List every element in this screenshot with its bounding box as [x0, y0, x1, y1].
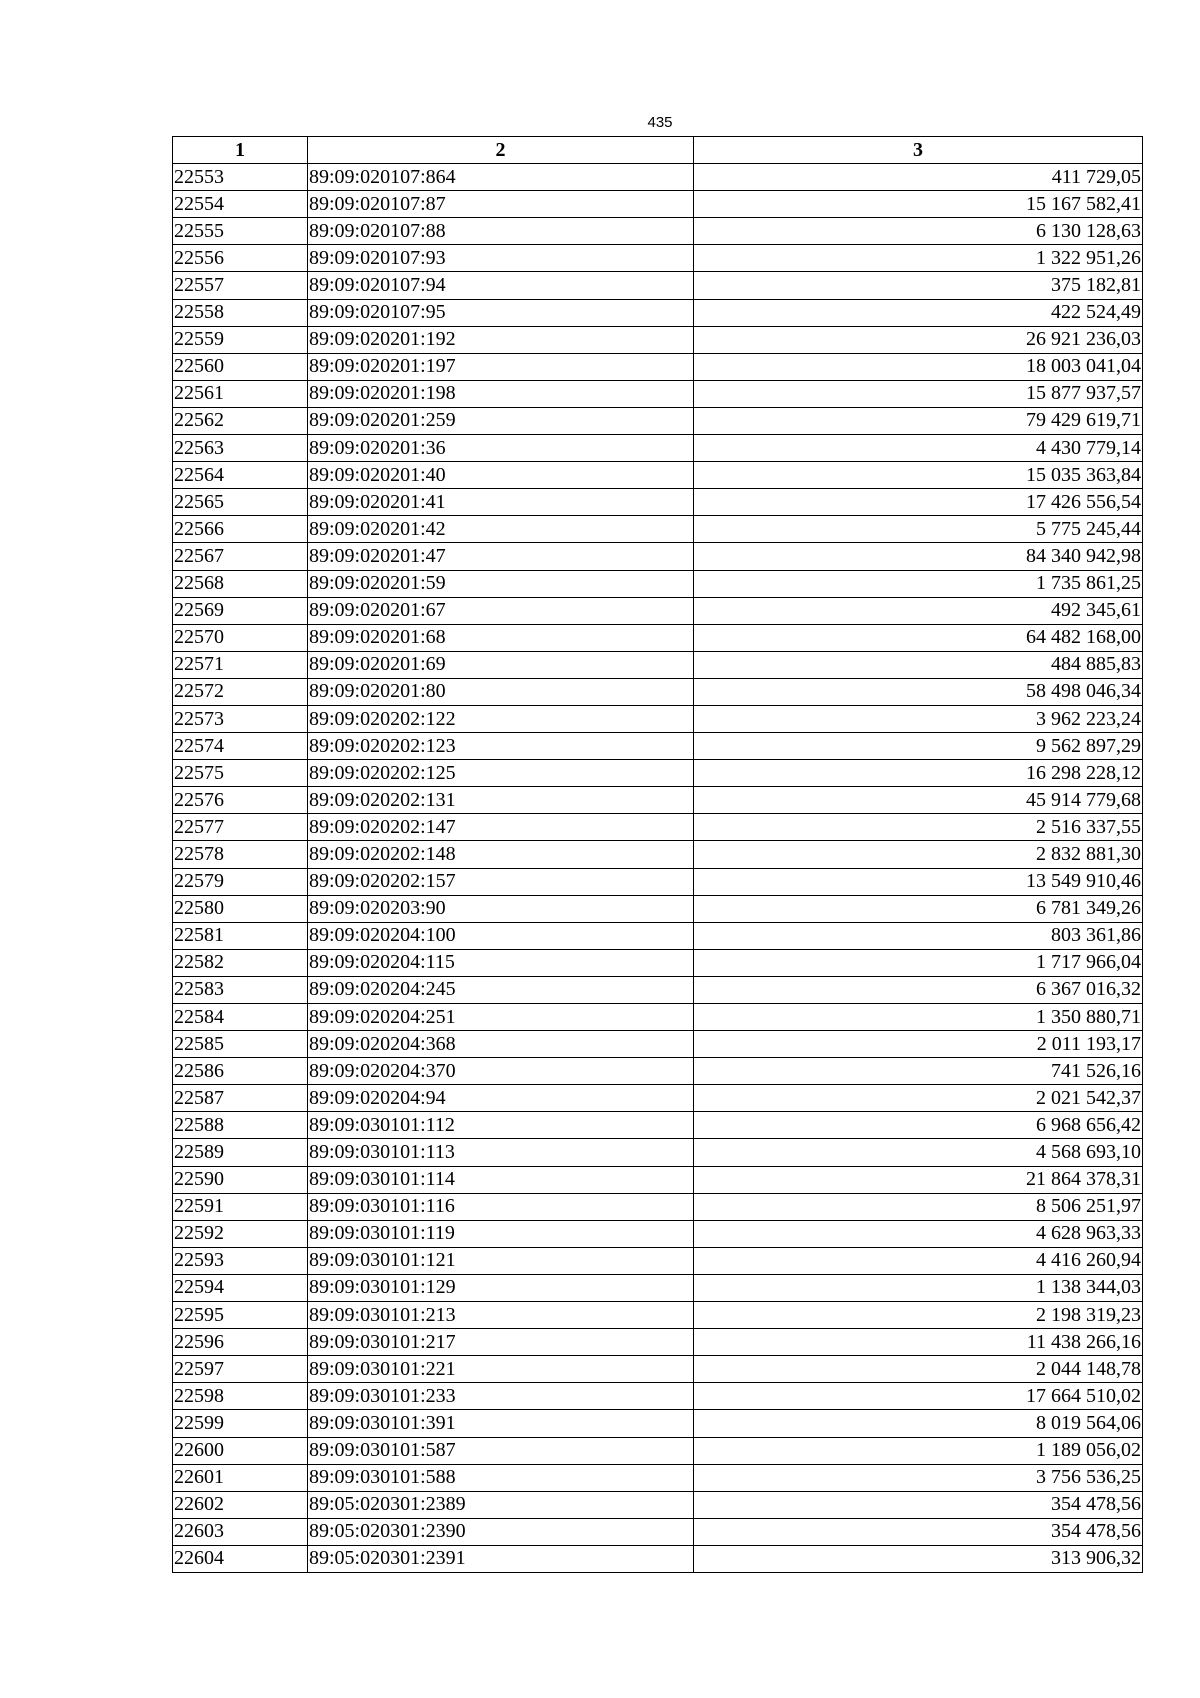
- column-header-1: 1: [173, 137, 308, 164]
- cadastral-number-cell: 89:09:020202:122: [308, 705, 694, 732]
- cadastral-number-cell: 89:09:020202:123: [308, 733, 694, 760]
- value-cell: 6 781 349,26: [694, 895, 1143, 922]
- table-row: [173, 516, 1143, 543]
- value-cell: 2 021 542,37: [694, 1085, 1143, 1112]
- table-row: [173, 462, 1143, 489]
- value-cell: 8 506 251,97: [694, 1193, 1143, 1220]
- table-row: [173, 245, 1143, 272]
- cadastral-number-cell: 89:09:030101:588: [308, 1464, 694, 1491]
- value-cell: 6 968 656,42: [694, 1112, 1143, 1139]
- value-cell: 79 429 619,71: [694, 407, 1143, 434]
- value-cell: 58 498 046,34: [694, 678, 1143, 705]
- value-cell: 4 430 779,14: [694, 435, 1143, 462]
- cadastral-number-cell: 89:09:020202:148: [308, 841, 694, 868]
- row-number-cell: 22568: [173, 570, 308, 597]
- row-number-cell: 22589: [173, 1139, 308, 1166]
- table-row: [173, 1274, 1143, 1301]
- cadastral-number-cell: 89:09:020107:94: [308, 272, 694, 299]
- row-number-cell: 22588: [173, 1112, 308, 1139]
- cadastral-number-cell: 89:09:020107:87: [308, 191, 694, 218]
- table-row: [173, 326, 1143, 353]
- table-body: [173, 164, 1143, 1573]
- table-row: [173, 407, 1143, 434]
- cadastral-number-cell: 89:09:030101:121: [308, 1247, 694, 1274]
- row-number-cell: 22603: [173, 1518, 308, 1545]
- cadastral-number-cell: 89:09:020107:864: [308, 164, 694, 191]
- value-cell: 492 345,61: [694, 597, 1143, 624]
- value-cell: 803 361,86: [694, 922, 1143, 949]
- table-row: [173, 164, 1143, 191]
- value-cell: 26 921 236,03: [694, 326, 1143, 353]
- cadastral-number-cell: 89:09:020201:47: [308, 543, 694, 570]
- row-number-cell: 22596: [173, 1329, 308, 1356]
- value-cell: 354 478,56: [694, 1491, 1143, 1518]
- table-row: [173, 1356, 1143, 1383]
- value-cell: 741 526,16: [694, 1058, 1143, 1085]
- cadastral-number-cell: 89:09:030101:116: [308, 1193, 694, 1220]
- value-cell: 18 003 041,04: [694, 353, 1143, 380]
- row-number-cell: 22599: [173, 1410, 308, 1437]
- table-row: [173, 1193, 1143, 1220]
- value-cell: 375 182,81: [694, 272, 1143, 299]
- cadastral-number-cell: 89:09:020107:95: [308, 299, 694, 326]
- table-row: [173, 353, 1143, 380]
- value-cell: 4 628 963,33: [694, 1220, 1143, 1247]
- row-number-cell: 22553: [173, 164, 308, 191]
- row-number-cell: 22560: [173, 353, 308, 380]
- row-number-cell: 22565: [173, 489, 308, 516]
- row-number-cell: 22570: [173, 624, 308, 651]
- table-row: [173, 1383, 1143, 1410]
- row-number-cell: 22566: [173, 516, 308, 543]
- row-number-cell: 22571: [173, 651, 308, 678]
- row-number-cell: 22592: [173, 1220, 308, 1247]
- table-row: [173, 651, 1143, 678]
- table-row: [173, 543, 1143, 570]
- value-cell: 2 832 881,30: [694, 841, 1143, 868]
- row-number-cell: 22572: [173, 678, 308, 705]
- cadastral-number-cell: 89:09:020204:100: [308, 922, 694, 949]
- table-row: [173, 191, 1143, 218]
- table-row: [173, 1220, 1143, 1247]
- row-number-cell: 22575: [173, 760, 308, 787]
- cadastral-number-cell: 89:09:030101:217: [308, 1329, 694, 1356]
- row-number-cell: 22582: [173, 949, 308, 976]
- value-cell: 45 914 779,68: [694, 787, 1143, 814]
- value-cell: 16 298 228,12: [694, 760, 1143, 787]
- value-cell: 1 735 861,25: [694, 570, 1143, 597]
- cadastral-number-cell: 89:09:020201:192: [308, 326, 694, 353]
- value-cell: 6 130 128,63: [694, 218, 1143, 245]
- table-row: [173, 1112, 1143, 1139]
- value-cell: 2 044 148,78: [694, 1356, 1143, 1383]
- cadastral-number-cell: 89:09:030101:391: [308, 1410, 694, 1437]
- row-number-cell: 22594: [173, 1274, 308, 1301]
- table-row: [173, 299, 1143, 326]
- row-number-cell: 22590: [173, 1166, 308, 1193]
- row-number-cell: 22558: [173, 299, 308, 326]
- cadastral-number-cell: 89:09:020107:93: [308, 245, 694, 272]
- value-cell: 4 568 693,10: [694, 1139, 1143, 1166]
- cadastral-number-cell: 89:09:020204:370: [308, 1058, 694, 1085]
- cadastral-number-cell: 89:09:020202:125: [308, 760, 694, 787]
- table-row: [173, 272, 1143, 299]
- cadastral-number-cell: 89:09:020204:368: [308, 1031, 694, 1058]
- table-row: [173, 1085, 1143, 1112]
- table-row: [173, 218, 1143, 245]
- value-cell: 17 426 556,54: [694, 489, 1143, 516]
- table-row: [173, 570, 1143, 597]
- cadastral-number-cell: 89:09:030101:221: [308, 1356, 694, 1383]
- table-row: [173, 976, 1143, 1003]
- table-row: [173, 705, 1143, 732]
- row-number-cell: 22559: [173, 326, 308, 353]
- row-number-cell: 22604: [173, 1545, 308, 1572]
- table-row: [173, 1491, 1143, 1518]
- table-row: [173, 624, 1143, 651]
- cadastral-number-cell: 89:09:020201:41: [308, 489, 694, 516]
- value-cell: 2 198 319,23: [694, 1302, 1143, 1329]
- value-cell: 9 562 897,29: [694, 733, 1143, 760]
- cadastral-number-cell: 89:09:020204:94: [308, 1085, 694, 1112]
- row-number-cell: 22601: [173, 1464, 308, 1491]
- cadastral-number-cell: 89:09:030101:213: [308, 1302, 694, 1329]
- row-number-cell: 22576: [173, 787, 308, 814]
- table-row: [173, 1031, 1143, 1058]
- table-row: [173, 1437, 1143, 1464]
- value-cell: 1 717 966,04: [694, 949, 1143, 976]
- cadastral-number-cell: 89:09:020201:198: [308, 380, 694, 407]
- value-cell: 64 482 168,00: [694, 624, 1143, 651]
- table-row: [173, 841, 1143, 868]
- value-cell: 3 962 223,24: [694, 705, 1143, 732]
- cadastral-number-cell: 89:09:020201:68: [308, 624, 694, 651]
- row-number-cell: 22586: [173, 1058, 308, 1085]
- row-number-cell: 22584: [173, 1004, 308, 1031]
- row-number-cell: 22591: [173, 1193, 308, 1220]
- value-cell: 411 729,05: [694, 164, 1143, 191]
- table-row: [173, 1410, 1143, 1437]
- value-cell: 15 167 582,41: [694, 191, 1143, 218]
- row-number-cell: 22574: [173, 733, 308, 760]
- cadastral-number-cell: 89:09:020201:42: [308, 516, 694, 543]
- cadastral-number-cell: 89:09:020202:157: [308, 868, 694, 895]
- cadastral-number-cell: 89:05:020301:2391: [308, 1545, 694, 1572]
- value-cell: 3 756 536,25: [694, 1464, 1143, 1491]
- table-row: [173, 597, 1143, 624]
- cadastral-number-cell: 89:09:020201:36: [308, 435, 694, 462]
- row-number-cell: 22597: [173, 1356, 308, 1383]
- row-number-cell: 22595: [173, 1302, 308, 1329]
- value-cell: 13 549 910,46: [694, 868, 1143, 895]
- cadastral-number-cell: 89:09:030101:112: [308, 1112, 694, 1139]
- table-row: [173, 868, 1143, 895]
- cadastral-number-cell: 89:09:020201:40: [308, 462, 694, 489]
- cadastral-number-cell: 89:09:030101:114: [308, 1166, 694, 1193]
- value-cell: 4 416 260,94: [694, 1247, 1143, 1274]
- row-number-cell: 22561: [173, 380, 308, 407]
- row-number-cell: 22600: [173, 1437, 308, 1464]
- row-number-cell: 22581: [173, 922, 308, 949]
- row-number-cell: 22555: [173, 218, 308, 245]
- table-row: [173, 380, 1143, 407]
- cadastral-number-cell: 89:09:020202:147: [308, 814, 694, 841]
- row-number-cell: 22580: [173, 895, 308, 922]
- table-row: [173, 949, 1143, 976]
- table-row: [173, 760, 1143, 787]
- table-row: [173, 1166, 1143, 1193]
- row-number-cell: 22579: [173, 868, 308, 895]
- cadastral-number-cell: 89:09:020204:245: [308, 976, 694, 1003]
- row-number-cell: 22567: [173, 543, 308, 570]
- row-number-cell: 22598: [173, 1383, 308, 1410]
- cadastral-number-cell: 89:09:030101:587: [308, 1437, 694, 1464]
- table-row: [173, 489, 1143, 516]
- row-number-cell: 22556: [173, 245, 308, 272]
- table-row: [173, 678, 1143, 705]
- value-cell: 15 035 363,84: [694, 462, 1143, 489]
- cadastral-number-cell: 89:09:020201:197: [308, 353, 694, 380]
- value-cell: 313 906,32: [694, 1545, 1143, 1572]
- cadastral-number-cell: 89:09:030101:129: [308, 1274, 694, 1301]
- row-number-cell: 22602: [173, 1491, 308, 1518]
- row-number-cell: 22583: [173, 976, 308, 1003]
- table-row: [173, 787, 1143, 814]
- value-cell: 8 019 564,06: [694, 1410, 1143, 1437]
- value-cell: 15 877 937,57: [694, 380, 1143, 407]
- row-number-cell: 22573: [173, 705, 308, 732]
- cadastral-number-cell: 89:09:030101:113: [308, 1139, 694, 1166]
- table-row: [173, 895, 1143, 922]
- table-row: [173, 1139, 1143, 1166]
- cadastral-number-cell: 89:09:020204:115: [308, 949, 694, 976]
- cadastral-number-cell: 89:09:020202:131: [308, 787, 694, 814]
- registry-table: [172, 136, 1143, 1573]
- table-row: [173, 1329, 1143, 1356]
- cadastral-number-cell: 89:09:030101:119: [308, 1220, 694, 1247]
- value-cell: 2 516 337,55: [694, 814, 1143, 841]
- row-number-cell: 22577: [173, 814, 308, 841]
- value-cell: 11 438 266,16: [694, 1329, 1143, 1356]
- value-cell: 17 664 510,02: [694, 1383, 1143, 1410]
- page-number: 435: [647, 114, 673, 131]
- table-row: [173, 922, 1143, 949]
- value-cell: 84 340 942,98: [694, 543, 1143, 570]
- value-cell: 5 775 245,44: [694, 516, 1143, 543]
- table-row: [173, 1464, 1143, 1491]
- table-header-row: [173, 137, 1143, 164]
- row-number-cell: 22569: [173, 597, 308, 624]
- value-cell: 1 350 880,71: [694, 1004, 1143, 1031]
- value-cell: 484 885,83: [694, 651, 1143, 678]
- cadastral-number-cell: 89:05:020301:2390: [308, 1518, 694, 1545]
- row-number-cell: 22562: [173, 407, 308, 434]
- value-cell: 2 011 193,17: [694, 1031, 1143, 1058]
- value-cell: 1 189 056,02: [694, 1437, 1143, 1464]
- row-number-cell: 22563: [173, 435, 308, 462]
- cadastral-number-cell: 89:05:020301:2389: [308, 1491, 694, 1518]
- table-row: [173, 1058, 1143, 1085]
- table-row: [173, 733, 1143, 760]
- row-number-cell: 22585: [173, 1031, 308, 1058]
- table-row: [173, 435, 1143, 462]
- cadastral-number-cell: 89:09:030101:233: [308, 1383, 694, 1410]
- table-row: [173, 1004, 1143, 1031]
- value-cell: 354 478,56: [694, 1518, 1143, 1545]
- table-row: [173, 1247, 1143, 1274]
- row-number-cell: 22557: [173, 272, 308, 299]
- row-number-cell: 22554: [173, 191, 308, 218]
- cadastral-number-cell: 89:09:020201:67: [308, 597, 694, 624]
- row-number-cell: 22587: [173, 1085, 308, 1112]
- value-cell: 1 138 344,03: [694, 1274, 1143, 1301]
- cadastral-number-cell: 89:09:020107:88: [308, 218, 694, 245]
- row-number-cell: 22593: [173, 1247, 308, 1274]
- table-row: [173, 1545, 1143, 1572]
- row-number-cell: 22578: [173, 841, 308, 868]
- row-number-cell: 22564: [173, 462, 308, 489]
- column-header-3: 3: [694, 137, 1143, 164]
- cadastral-number-cell: 89:09:020204:251: [308, 1004, 694, 1031]
- table-row: [173, 814, 1143, 841]
- table-row: [173, 1518, 1143, 1545]
- cadastral-number-cell: 89:09:020203:90: [308, 895, 694, 922]
- value-cell: 1 322 951,26: [694, 245, 1143, 272]
- cadastral-number-cell: 89:09:020201:259: [308, 407, 694, 434]
- table-row: [173, 1302, 1143, 1329]
- column-header-2: 2: [308, 137, 694, 164]
- value-cell: 422 524,49: [694, 299, 1143, 326]
- value-cell: 6 367 016,32: [694, 976, 1143, 1003]
- value-cell: 21 864 378,31: [694, 1166, 1143, 1193]
- cadastral-number-cell: 89:09:020201:80: [308, 678, 694, 705]
- cadastral-number-cell: 89:09:020201:69: [308, 651, 694, 678]
- cadastral-number-cell: 89:09:020201:59: [308, 570, 694, 597]
